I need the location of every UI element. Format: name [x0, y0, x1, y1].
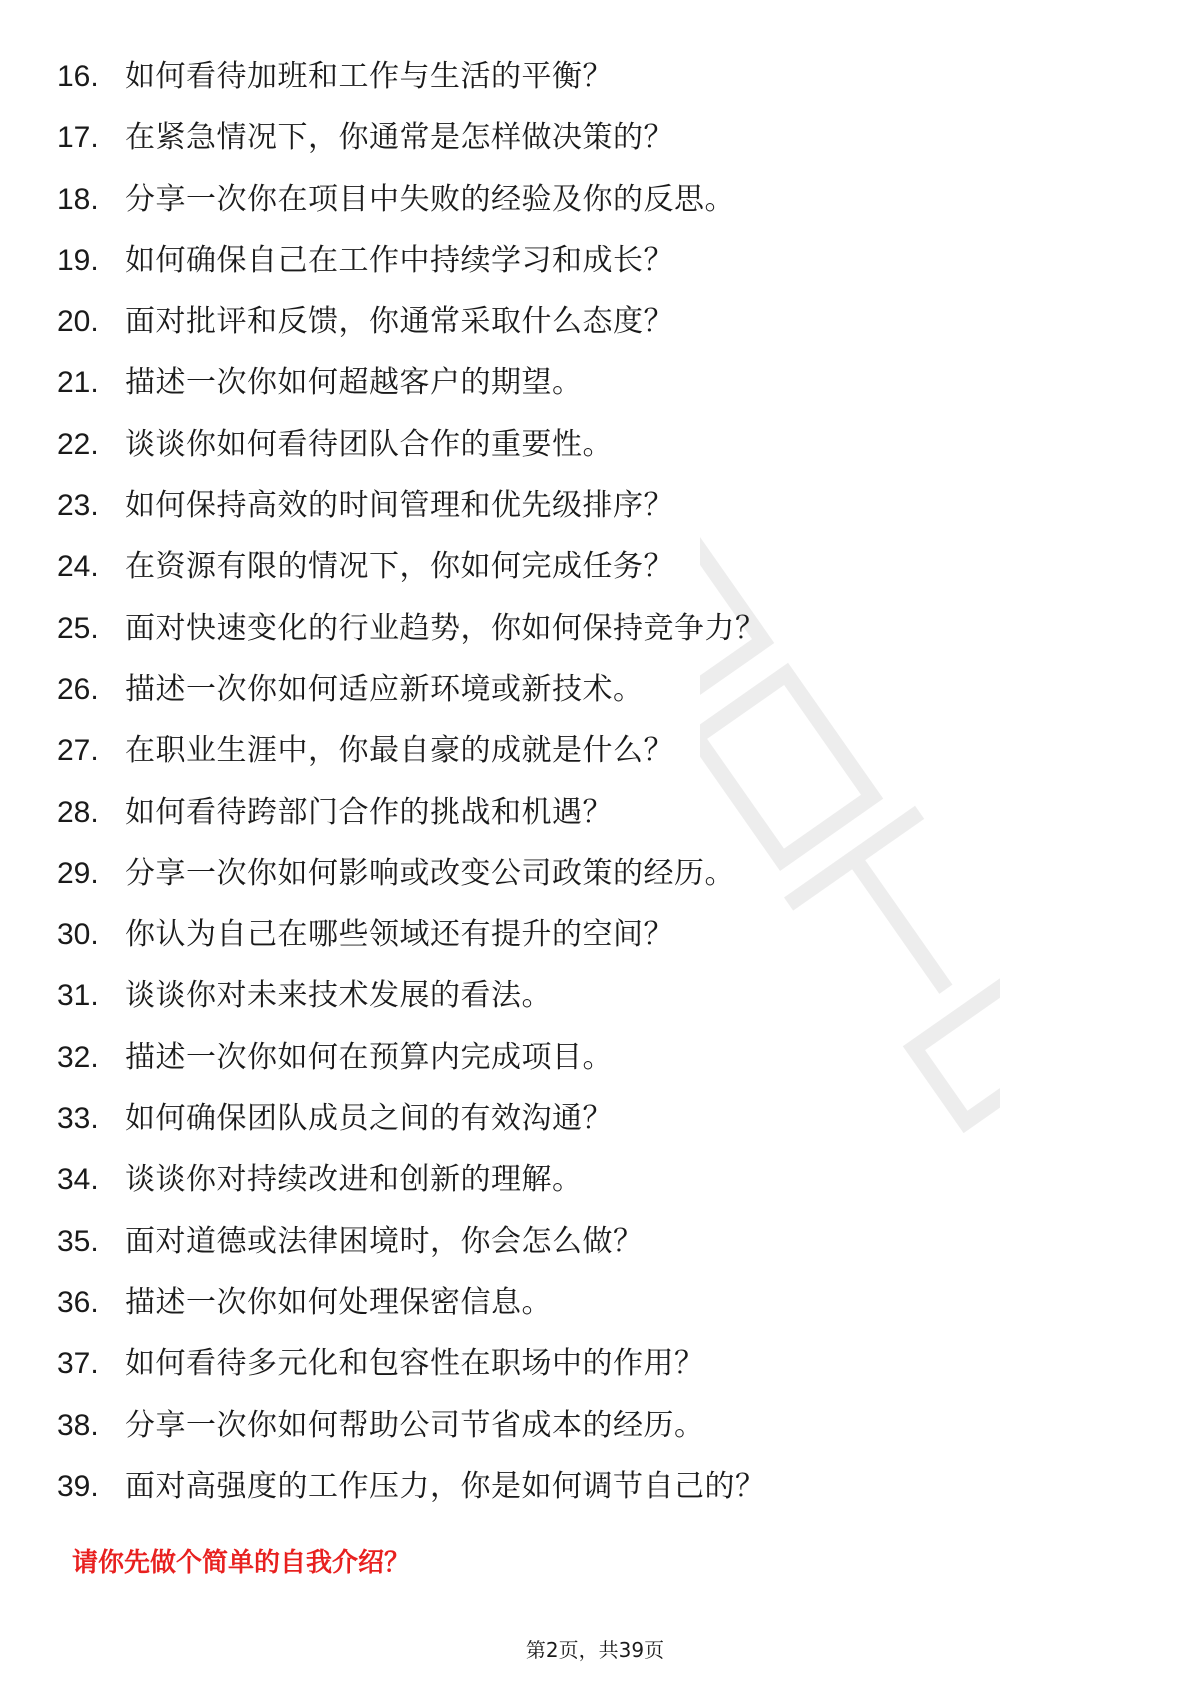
- question-number: 26.: [57, 672, 99, 706]
- question-text: 分享一次你如何影响或改变公司政策的经历。: [125, 855, 735, 891]
- question-number: 34.: [57, 1163, 99, 1197]
- question-number: 17.: [57, 121, 99, 155]
- question-number: 24.: [57, 550, 99, 584]
- question-item: [57, 965, 766, 1026]
- question-item: [57, 475, 766, 536]
- question-item: [57, 352, 766, 413]
- question-item: [57, 107, 766, 168]
- question-number: 39.: [57, 1469, 99, 1503]
- question-number: 19.: [57, 243, 99, 277]
- question-text: 如何确保团队成员之间的有效沟通？: [125, 1101, 613, 1137]
- question-text: 面对道德或法律困境时，你会怎么做？: [125, 1223, 644, 1259]
- question-text: 描述一次你如何超越客户的期望。: [125, 365, 583, 401]
- question-text: 如何确保自己在工作中持续学习和成长？: [125, 242, 674, 278]
- question-item: [57, 843, 766, 904]
- question-text: 在资源有限的情况下，你如何完成任务？: [125, 549, 674, 585]
- question-item: [57, 230, 766, 291]
- question-number: 36.: [57, 1285, 99, 1319]
- question-item: [57, 782, 766, 843]
- question-item: [57, 598, 766, 659]
- question-number: 22.: [57, 427, 99, 461]
- question-item: [57, 291, 766, 352]
- question-number: 18.: [57, 182, 99, 216]
- question-text: 如何看待多元化和包容性在职场中的作用？: [125, 1346, 705, 1382]
- question-text: 面对批评和反馈，你通常采取什么态度？: [125, 304, 674, 340]
- question-item: [57, 1211, 766, 1272]
- question-number: 31.: [57, 979, 99, 1013]
- question-text: 如何看待跨部门合作的挑战和机遇？: [125, 794, 613, 830]
- question-item: [57, 720, 766, 781]
- question-item: [57, 1456, 766, 1517]
- question-item: [57, 1149, 766, 1210]
- page-footer: 第2页，共39页: [525, 1638, 665, 1662]
- question-item: [57, 1027, 766, 1088]
- question-text: 描述一次你如何适应新环境或新技术。: [125, 671, 644, 707]
- question-text: 描述一次你如何处理保密信息。: [125, 1284, 552, 1320]
- question-text: 谈谈你对持续改进和创新的理解。: [125, 1162, 583, 1198]
- question-text: 如何保持高效的时间管理和优先级排序？: [125, 488, 674, 524]
- question-item: [57, 1333, 766, 1394]
- question-item: [57, 1272, 766, 1333]
- question-number: 37.: [57, 1347, 99, 1381]
- question-item: [57, 414, 766, 475]
- question-text: 描述一次你如何在预算内完成项目。: [125, 1039, 613, 1075]
- question-number: 27.: [57, 734, 99, 768]
- question-item: [57, 1395, 766, 1456]
- question-item: [57, 904, 766, 965]
- question-number: 25.: [57, 611, 99, 645]
- question-text: 如何看待加班和工作与生活的平衡？: [125, 59, 613, 94]
- question-item: [57, 1088, 766, 1149]
- highlight-question: 请你先做个简单的自我介绍？: [72, 1548, 411, 1578]
- question-text: 你认为自己在哪些领域还有提升的空间？: [125, 917, 674, 953]
- question-number: 35.: [57, 1224, 99, 1258]
- question-text: 在职业生涯中，你最自豪的成就是什么？: [125, 733, 674, 769]
- question-text: 谈谈你对未来技术发展的看法。: [125, 978, 552, 1014]
- question-text: 分享一次你如何帮助公司节省成本的经历。: [125, 1407, 705, 1443]
- question-item: [57, 46, 766, 107]
- question-number: 38.: [57, 1408, 99, 1442]
- question-number: 23.: [57, 489, 99, 523]
- question-list: [57, 46, 766, 1517]
- question-text: 谈谈你如何看待团队合作的重要性。: [125, 426, 613, 462]
- question-number: 33.: [57, 1102, 99, 1136]
- question-number: 29.: [57, 856, 99, 890]
- question-text: 面对高强度的工作压力，你是如何调节自己的？: [125, 1468, 766, 1504]
- question-item: [57, 536, 766, 597]
- question-number: 20.: [57, 305, 99, 339]
- question-number: 30.: [57, 918, 99, 952]
- question-text: 面对快速变化的行业趋势，你如何保持竞争力？: [125, 610, 766, 646]
- question-number: 32.: [57, 1040, 99, 1074]
- question-item: [57, 659, 766, 720]
- question-text: 分享一次你在项目中失败的经验及你的反思。: [125, 181, 735, 217]
- question-text: 在紧急情况下，你通常是怎样做决策的？: [125, 120, 674, 156]
- question-number: 21.: [57, 366, 99, 400]
- question-number: 16.: [57, 60, 99, 93]
- question-number: 28.: [57, 795, 99, 829]
- question-item: [57, 169, 766, 230]
